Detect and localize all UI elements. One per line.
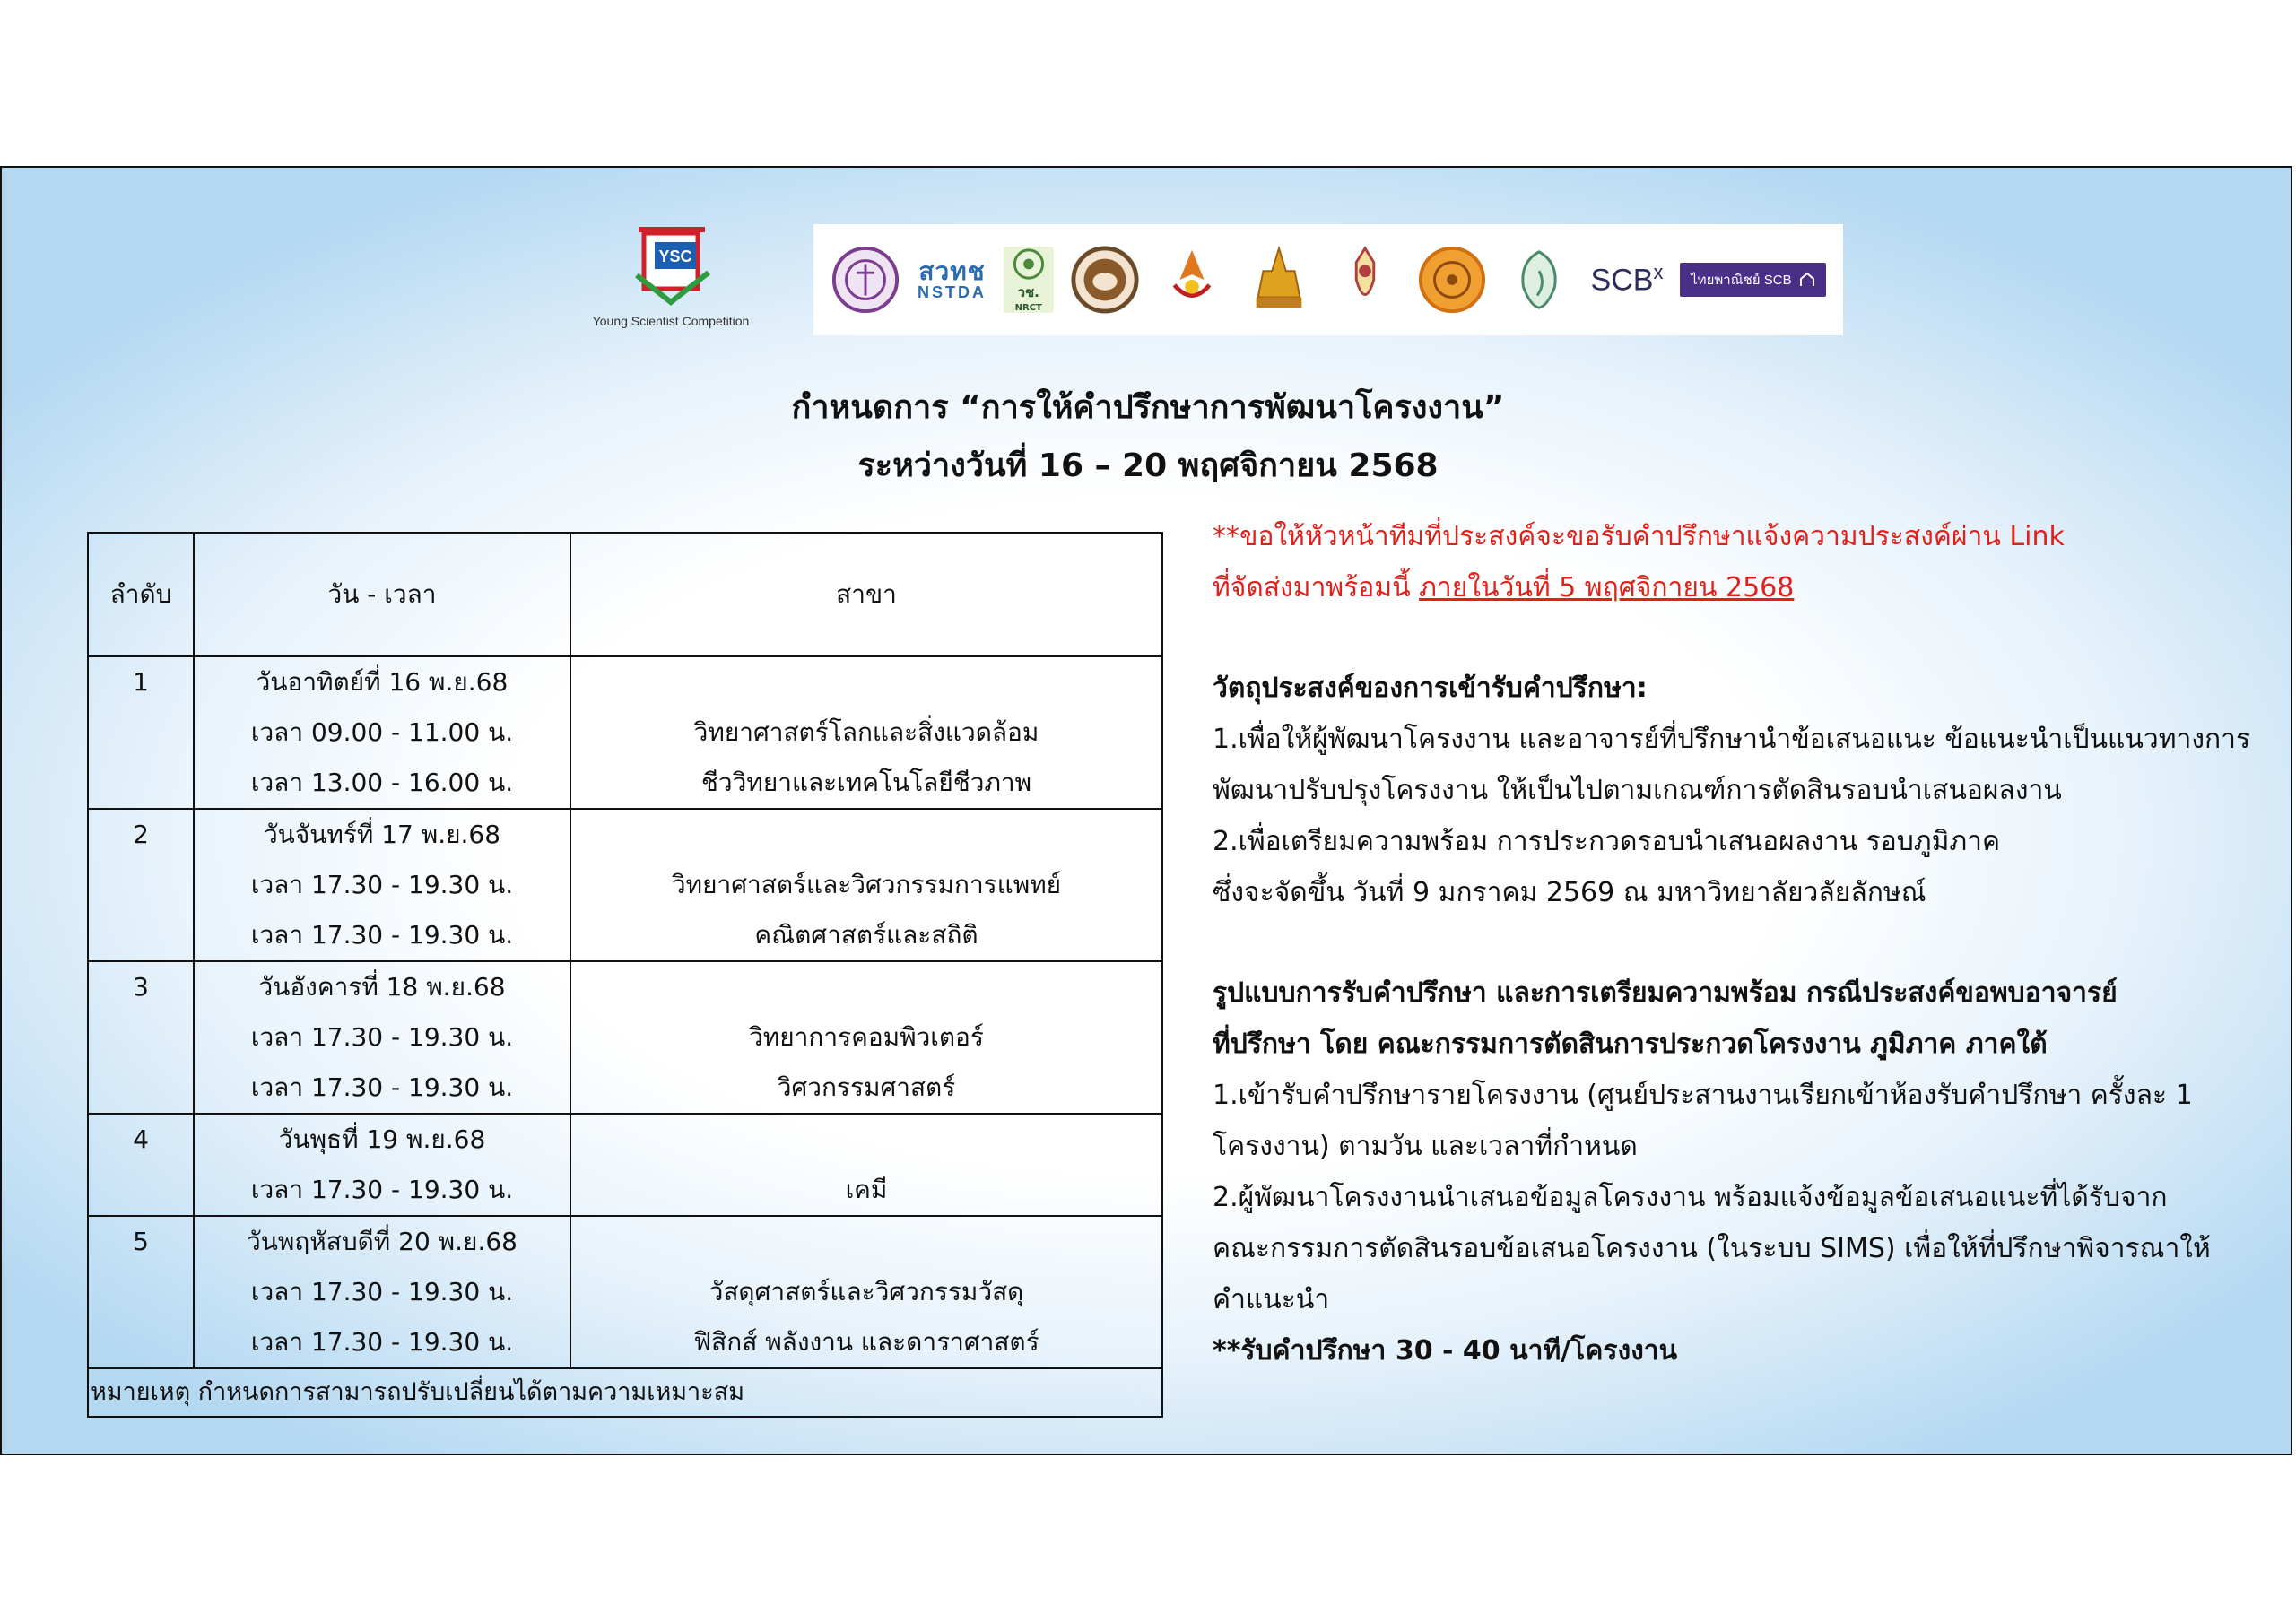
- mhesi-seal-icon: [831, 245, 900, 315]
- header-subject: สาขา: [570, 533, 1162, 656]
- row-subject: ฟิสิกส์ พลังงาน และดาราศาสตร์: [693, 1327, 1039, 1357]
- row-time: เวลา 17.30 - 19.30 น.: [250, 1022, 514, 1052]
- row-subject: วัสดุศาสตร์และวิศวกรรมวัสดุ: [709, 1277, 1024, 1306]
- page-subtitle: ระหว่างวันที่ 16 – 20 พฤศจิกายน 2568: [857, 447, 1439, 484]
- row-day: วันพุธที่ 19 พ.ย.68: [278, 1124, 486, 1154]
- nrct-en-text: NRCT: [1014, 303, 1042, 313]
- format-line: 2.ผู้พัฒนาโครงงานนำเสนอข้อมูลโครงงาน พร้อมแจ้งข้อมูลข้อเสนอแนะที่ได้รับจาก: [1213, 1182, 2168, 1213]
- table-note-row: [88, 1368, 1162, 1417]
- format-line: คณะกรรมการตัดสินรอบข้อเสนอโครงงาน (ในระบบ SIMS) เพื่อให้ที่ปรึกษาพิจารณาให้: [1213, 1233, 2211, 1264]
- row-no: 3: [133, 972, 149, 1002]
- scb-mark-text: x: [1653, 261, 1664, 284]
- nrct-logo: [1004, 247, 1054, 313]
- scb-easy-logo: [1680, 263, 1825, 297]
- table-row: [88, 809, 1162, 961]
- ysc-caption: Young Scientist Competition: [592, 314, 750, 328]
- format-heading: รูปแบบการรับคำปรึกษา และการเตรียมความพร้อม กรณีประสงค์ขอพบอาจารย์: [1213, 977, 2118, 1009]
- scb-easy-text: ไทยพาณิชย์ SCB: [1691, 273, 1792, 288]
- notice-line: [1213, 562, 2271, 613]
- header-no: ลำดับ: [88, 533, 194, 656]
- objective-heading: วัตถุประสงค์ของการเข้ารับคำปรึกษา:: [1213, 673, 1648, 704]
- schedule-table: [87, 532, 1163, 1418]
- school-emblem-icon: [1157, 245, 1227, 315]
- row-time: เวลา 17.30 - 19.30 น.: [250, 1277, 514, 1306]
- objective-line: 1.เพื่อให้ผู้พัฒนาโครงงาน และอาจารย์ที่ปรึกษานำข้อเสนอแนะ ข้อแนะนำเป็นแนวทางการ: [1213, 724, 2251, 755]
- row-time: เวลา 17.30 - 19.30 น.: [250, 1072, 514, 1102]
- format-line: 1.เข้ารับคำปรึกษารายโครงงาน (ศูนย์ประสานงานเรียกเข้าห้องรับคำปรึกษา ครั้งละ 1: [1213, 1080, 2193, 1111]
- row-time: เวลา 09.00 - 11.00 น.: [250, 717, 514, 747]
- table-header-row: [88, 533, 1162, 656]
- partner-logos-strip: [813, 224, 1843, 335]
- page-title: กำหนดการ “การให้คำปรึกษาการพัฒนาโครงงาน”: [791, 389, 1505, 426]
- notice-line: **ขอให้หัวหน้าทีมที่ประสงค์จะขอรับคำปรึกษาแจ้งความประสงค์ผ่าน Link: [1213, 521, 2065, 552]
- row-subject: วิทยาการคอมพิวเตอร์: [749, 1022, 984, 1052]
- temple-emblem-icon: [1244, 245, 1314, 315]
- table-row: [88, 656, 1162, 809]
- objective-line: 2.เพื่อเตรียมความพร้อม การประกวดรอบนำเสนอผลงาน รอบภูมิภาค: [1213, 826, 2001, 857]
- row-subject: เคมี: [845, 1175, 888, 1204]
- ysc-logo: [574, 226, 768, 334]
- elephant-seal-icon: [1070, 245, 1140, 315]
- ysc-badge-text: YSC: [658, 247, 692, 265]
- scb-house-icon: [1799, 272, 1815, 288]
- table-note: หมายเหตุ กำหนดการสามารถปรับเปลี่ยนได้ตามความเหมาะสม: [88, 1368, 1162, 1417]
- row-day: วันอังคารที่ 18 พ.ย.68: [258, 972, 506, 1002]
- row-day: วันจันทร์ที่ 17 พ.ย.68: [263, 820, 501, 849]
- format-line: คำแนะนำ: [1213, 1284, 1330, 1315]
- row-subject: วิทยาศาสตร์และวิศวกรรมการแพทย์: [671, 870, 1062, 899]
- row-subject: ชีววิทยาและเทคโนโลยีชีวภาพ: [700, 768, 1032, 797]
- format-heading: ที่ปรึกษา โดย คณะกรรมการตัดสินการประกวดโครงงาน ภูมิภาค ภาคใต้: [1213, 1028, 2048, 1060]
- row-time: เวลา 17.30 - 19.30 น.: [250, 920, 514, 950]
- row-no: 5: [133, 1227, 149, 1256]
- notice-text: ที่จัดส่งมาพร้อมนี้: [1213, 572, 1420, 603]
- scb-text: SCB: [1590, 263, 1654, 298]
- objective-line: ซึ่งจะจัดขึ้น วันที่ 9 มกราคม 2569 ณ มหาวิทยาลัยวลัยลักษณ์: [1213, 877, 1926, 908]
- university-crest-icon: [1330, 245, 1400, 315]
- row-time: เวลา 17.30 - 19.30 น.: [250, 1175, 514, 1204]
- row-subject: คณิตศาสตร์และสถิติ: [754, 920, 978, 950]
- row-time: เวลา 17.30 - 19.30 น.: [250, 870, 514, 899]
- row-time: เวลา 13.00 - 16.00 น.: [250, 768, 514, 797]
- row-time: เวลา 17.30 - 19.30 น.: [250, 1327, 514, 1357]
- row-subject: วิทยาศาสตร์โลกและสิ่งแวดล้อม: [693, 717, 1039, 747]
- row-no: 2: [133, 820, 149, 849]
- row-no: 4: [133, 1124, 149, 1154]
- format-line: โครงงาน) ตามวัน และเวลาที่กำหนด: [1213, 1131, 1638, 1162]
- row-day: วันอาทิตย์ที่ 16 พ.ย.68: [256, 667, 509, 697]
- scb-x-logo: [1591, 261, 1664, 298]
- table-row: [88, 1114, 1162, 1216]
- objective-line: พัฒนาปรับปรุงโครงงาน ให้เป็นไปตามเกณฑ์การตัดสินรอบนำเสนอผลงาน: [1213, 775, 2062, 806]
- row-no: 1: [133, 667, 149, 697]
- nstda-en-text: NSTDA: [918, 283, 987, 301]
- row-day: วันพฤหัสบดีที่ 20 พ.ย.68: [247, 1227, 517, 1256]
- nstda-logo: [918, 259, 987, 300]
- table-row: [88, 961, 1162, 1114]
- notice-deadline: ภายในวันที่ 5 พฤศจิกายน 2568: [1419, 572, 1795, 603]
- ysc-logo-icon: [574, 226, 768, 316]
- row-subject: วิศวกรรมศาสตร์: [777, 1072, 956, 1102]
- orange-seal-icon: [1417, 245, 1487, 315]
- table-row: [88, 1216, 1162, 1368]
- nrct-text: วช.: [1017, 284, 1039, 300]
- nstda-thai-text: สวทช: [918, 257, 986, 285]
- duration-note: **รับคำปรึกษา 30 - 40 นาที/โครงงาน: [1213, 1335, 1678, 1367]
- ganesha-emblem-icon: [1504, 245, 1574, 315]
- info-panel: [1213, 511, 2271, 1376]
- header-datetime: วัน - เวลา: [194, 533, 570, 656]
